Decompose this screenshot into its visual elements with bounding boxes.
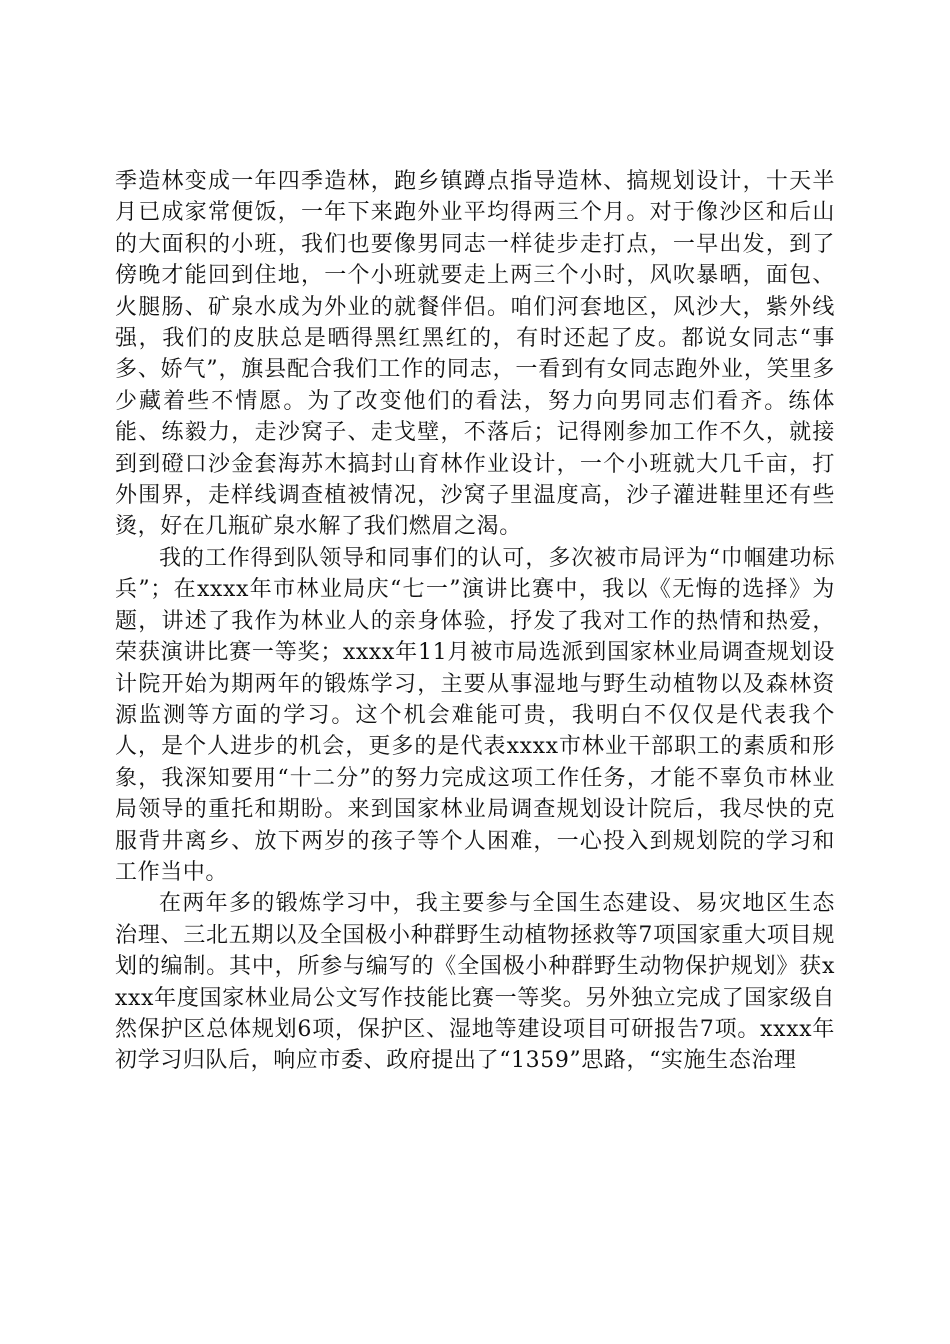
body-text [115,166,835,1077]
paragraph-2: 我的工作得到队领导和同事们的认可，多次被市局评为“巾帼建功标兵”；在xxxx年市林业局庆“七一”演讲比赛中，我以《无悔的选择》为题，讲述了我作为林业人的亲身体验，抒发了我对工作的热情和热爱，荣获演讲比赛一等奖；xxxx年11月被市局选派到国家林业局调查规划设计院开始为期两年的锻炼学习，主要从事湿地与野生动植物以及森林资源监测等方面的学习。这个机会难能可贵，我明白不仅仅是代表我个人，是个人进步的机会，更多的是代表xxxx市林业干部职工的素质和形象，我深知要用“十二分”的努力完成这项工作任务，才能不辜负市林业局领导的重托和期盼。来到国家林业局调查规划设计院后，我尽快的克服背井离乡、放下两岁的孩子等个人困难，一心投入到规划院的学习和工作当中。 [115,545,835,885]
paragraph-1: 季造林变成一年四季造林，跑乡镇蹲点指导造林、搞规划设计，十天半月已成家常便饭，一年下来跑外业平均得两三个月。对于像沙区和后山的大面积的小班，我们也要像男同志一样徒步走打点，一早出发，到了傍晚才能回到住地，一个小班就要走上两三个小时，风吹暴晒，面包、火腿肠、矿泉水成为外业的就餐伴侣。咱们河套地区，风沙大，紫外线强，我们的皮肤总是晒得黑红黑红的，有时还起了皮。都说女同志“事多、娇气”，旗县配合我们工作的同志，一看到有女同志跑外业，笑里多少藏着些不情愿。为了改变他们的看法，努力向男同志们看齐。练体能、练毅力，走沙窝子、走戈壁，不落后；记得刚参加工作不久，就接到到磴口沙金套海苏木搞封山育林作业设计，一个小班就大几千亩，打外围界，走样线调查植被情况，沙窝子里温度高，沙子灌进鞋里还有些烫，好在几瓶矿泉水解了我们燃眉之渴。 [115,169,835,540]
paragraph-3: 在两年多的锻炼学习中，我主要参与全国生态建设、易灾地区生态治理、三北五期以及全国极小种群野生动植物拯救等7项国家重大项目规划的编制。其中，所参与编写的《全国极小种群野生动物保护规划》获xxxx年度国家林业局公文写作技能比赛一等奖。另外独立完成了国家级自然保护区总体规划6项，保护区、湿地等建设项目可研报告7项。xxxx年初学习归队后，响应市委、政府提出了“1359”思路，“实施生态治理 [115,891,835,1074]
